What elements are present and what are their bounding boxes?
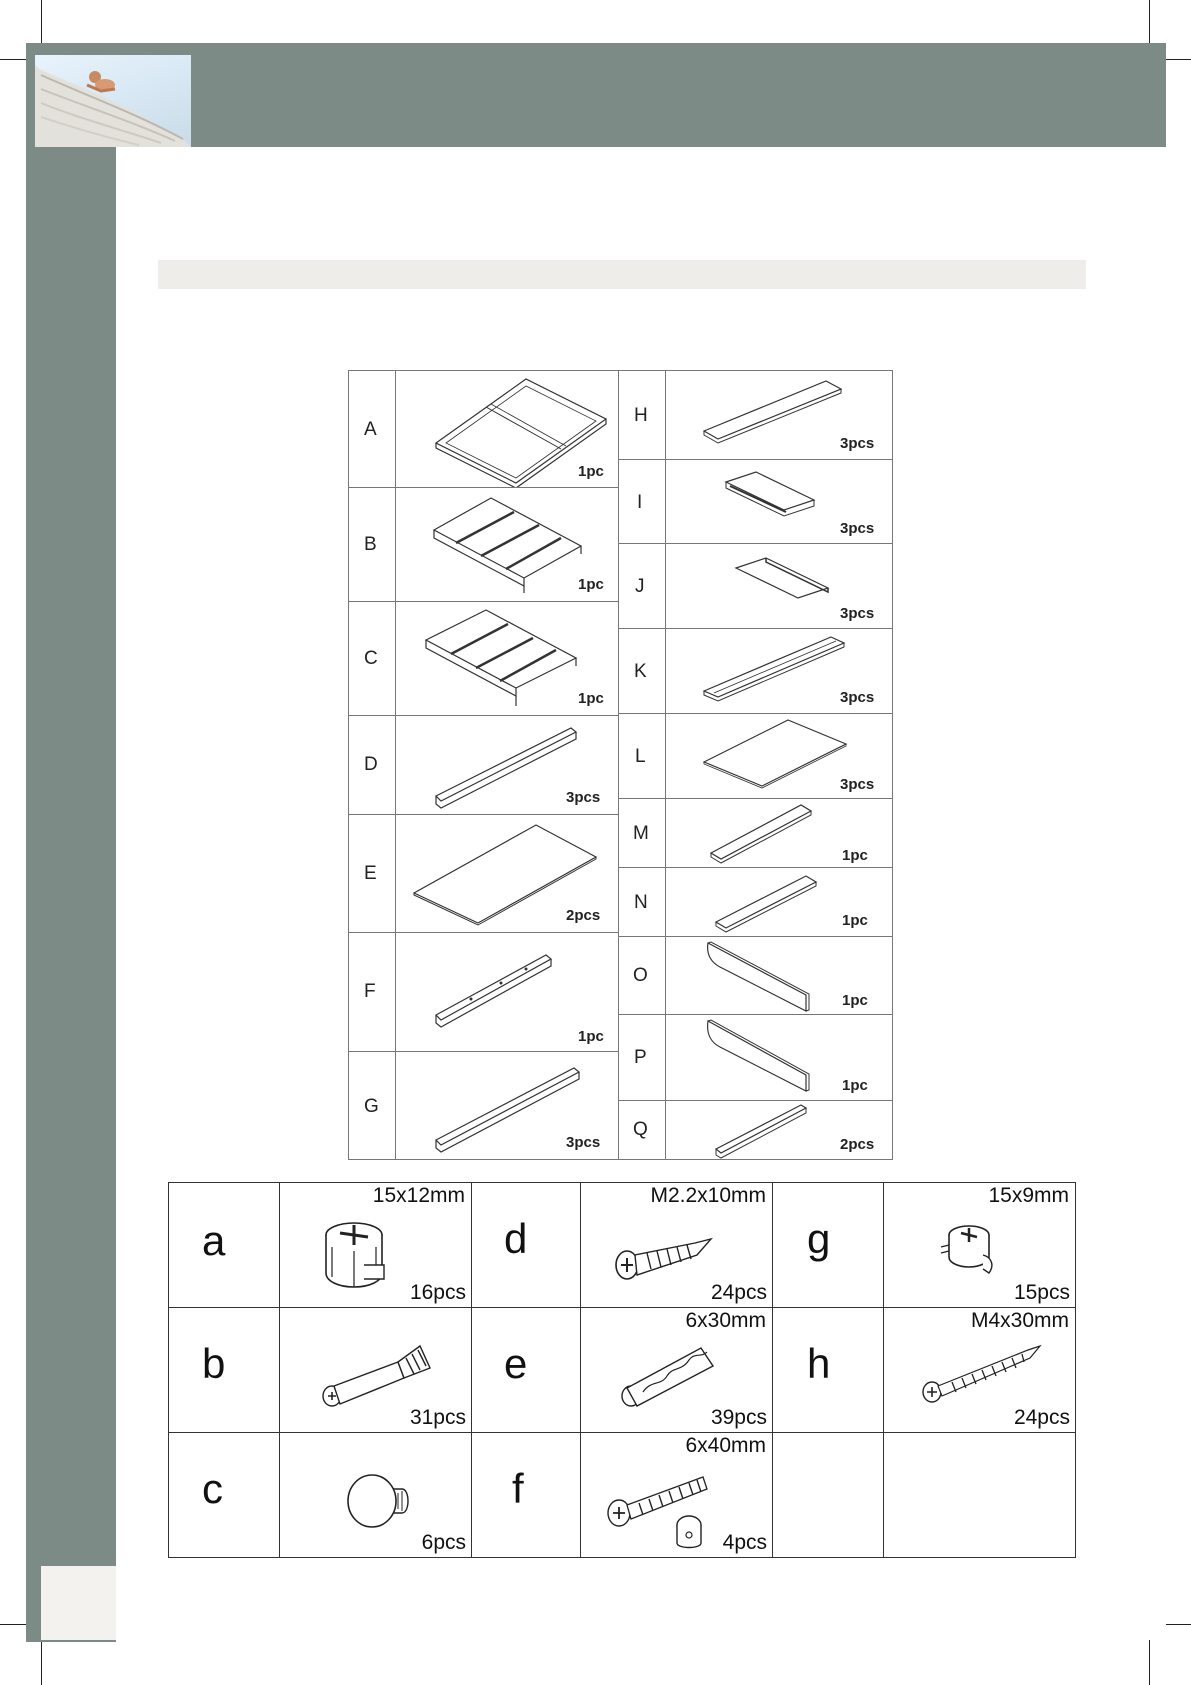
pan-head-screw-icon: [611, 1225, 721, 1285]
wood-screw-icon: [918, 1338, 1048, 1408]
part-image-cell: [395, 932, 619, 1052]
part-image-cell: [665, 543, 893, 629]
part-letter: J: [635, 576, 645, 597]
parts-column-left: [348, 370, 619, 1160]
logo-image: [35, 55, 191, 147]
hardware-size: 15x9mm: [988, 1184, 1069, 1207]
part-qty: 3pcs: [840, 776, 875, 793]
part-image-cell: [665, 628, 893, 714]
part-letter-cell: [348, 814, 396, 933]
hardware-qty: 39pcs: [710, 1406, 767, 1429]
hardware-letter-cell: [168, 1432, 280, 1558]
hardware-letter: c: [202, 1465, 223, 1512]
part-qty: 1pc: [578, 690, 604, 707]
crop-mark: [41, 1640, 42, 1685]
crop-mark: [1166, 1624, 1191, 1625]
part-qty: 2pcs: [566, 907, 601, 924]
part-image-cell: [395, 601, 619, 716]
part-qty: 1pc: [578, 1028, 604, 1045]
hardware-qty: 24pcs: [1013, 1406, 1070, 1429]
part-letter: A: [364, 419, 377, 440]
hardware-qty: 31pcs: [409, 1406, 466, 1429]
part-letter-cell: [618, 936, 666, 1015]
hardware-table: [168, 1182, 1076, 1558]
hardware-letter: e: [504, 1340, 528, 1387]
hardware-letter-cell: [471, 1432, 581, 1558]
wooden-dowel-icon: [617, 1340, 727, 1410]
hardware-letter-cell: [471, 1307, 581, 1433]
part-letter: P: [634, 1047, 647, 1068]
part-image-cell: [665, 1014, 893, 1101]
parts-column-right: [618, 370, 893, 1160]
hardware-image-cell: [883, 1432, 1076, 1558]
hardware-size: M4x30mm: [970, 1309, 1069, 1332]
part-image-cell: [665, 798, 893, 868]
hardware-letter-cell: [168, 1307, 280, 1433]
hardware-qty: 6pcs: [421, 1531, 466, 1554]
part-image-cell: [395, 715, 619, 815]
page-number-box: [41, 1566, 116, 1640]
hardware-image-cell: [580, 1182, 773, 1308]
hardware-image-cell: [279, 1182, 472, 1308]
part-qty: 1pc: [578, 576, 604, 593]
part-letter: M: [633, 823, 649, 844]
title-bar: [158, 260, 1086, 289]
hardware-qty: 4pcs: [722, 1531, 767, 1554]
part-letter-cell: [618, 1100, 666, 1160]
part-image-cell: [665, 867, 893, 937]
hardware-letter-cell: [772, 1432, 884, 1558]
hardware-qty: 15pcs: [1013, 1281, 1070, 1304]
part-qty: 3pcs: [566, 1134, 601, 1151]
hardware-image-cell: [883, 1182, 1076, 1308]
part-letter: I: [637, 492, 643, 513]
part-qty: 1pc: [842, 992, 868, 1009]
part-qty: 3pcs: [566, 789, 601, 806]
hardware-image-cell: [883, 1307, 1076, 1433]
part-image-cell: [665, 936, 893, 1015]
part-qty: 1pc: [842, 1077, 868, 1094]
part-qty: 1pc: [842, 912, 868, 929]
hardware-image-cell: [580, 1307, 773, 1433]
part-letter-cell: [618, 459, 666, 544]
part-image-cell: [665, 459, 893, 544]
part-letter-cell: [348, 487, 396, 602]
part-letter-cell: [618, 867, 666, 937]
part-letter: F: [364, 981, 376, 1002]
part-image-cell: [395, 487, 619, 602]
small-cam-lock-icon: [939, 1221, 1003, 1277]
part-letter: L: [635, 746, 646, 767]
part-letter-cell: [618, 713, 666, 799]
part-qty: 1pc: [578, 463, 604, 480]
hardware-letter: h: [807, 1340, 831, 1387]
part-letter-cell: [348, 1051, 396, 1160]
hardware-image-cell: [279, 1307, 472, 1433]
part-letter: Q: [633, 1119, 648, 1140]
part-qty: 1pc: [842, 847, 868, 864]
part-letter: O: [633, 965, 648, 986]
part-letter: B: [364, 534, 377, 555]
part-qty: 3pcs: [840, 520, 875, 537]
part-image-cell: [395, 814, 619, 933]
part-letter-cell: [348, 601, 396, 716]
crop-mark: [0, 1624, 27, 1625]
hardware-qty: 24pcs: [710, 1281, 767, 1304]
part-letter-cell: [348, 715, 396, 815]
hardware-size: 6x30mm: [685, 1309, 766, 1332]
parts-table: [348, 370, 893, 1160]
part-qty: 3pcs: [840, 435, 875, 452]
hardware-image-cell: [580, 1432, 773, 1558]
part-letter: E: [364, 863, 377, 884]
part-qty: 2pcs: [840, 1136, 875, 1153]
part-letter: N: [634, 892, 648, 913]
part-letter-cell: [348, 932, 396, 1052]
part-qty: 3pcs: [840, 689, 875, 706]
hardware-letter-cell: [772, 1307, 884, 1433]
part-letter-cell: [348, 370, 396, 488]
hardware-size: 6x40mm: [685, 1434, 766, 1457]
part-letter: G: [364, 1096, 379, 1117]
crop-mark: [0, 59, 27, 60]
part-image-cell: [395, 1051, 619, 1160]
left-band: [26, 147, 116, 1642]
hardware-letter-cell: [168, 1182, 280, 1308]
bolt-and-barrel-nut-icon: [603, 1463, 733, 1553]
part-qty: 3pcs: [840, 605, 875, 622]
hardware-letter-cell: [471, 1182, 581, 1308]
part-letter: D: [364, 754, 378, 775]
part-letter-cell: [618, 628, 666, 714]
hardware-qty: 16pcs: [409, 1281, 466, 1304]
knob-icon: [346, 1471, 416, 1531]
hardware-image-cell: [279, 1432, 472, 1558]
part-letter-cell: [618, 543, 666, 629]
hardware-letter: d: [504, 1215, 528, 1262]
hardware-letter: a: [202, 1217, 226, 1264]
hardware-letter: g: [807, 1215, 831, 1262]
crop-mark: [1149, 1640, 1150, 1685]
cam-bolt-icon: [320, 1332, 450, 1412]
part-letter-cell: [618, 370, 666, 460]
part-letter-cell: [618, 1014, 666, 1101]
part-letter: C: [364, 648, 378, 669]
hardware-letter: f: [512, 1465, 524, 1512]
part-image-cell: [395, 370, 619, 488]
hardware-letter: b: [202, 1340, 226, 1387]
hardware-size: 15x12mm: [372, 1184, 465, 1207]
header-band: [26, 43, 1166, 147]
part-image-cell: [665, 713, 893, 799]
part-letter: K: [634, 661, 647, 682]
part-image-cell: [665, 370, 893, 460]
cam-lock-icon: [318, 1215, 398, 1295]
hardware-size: M2.2x10mm: [650, 1184, 766, 1207]
hardware-letter-cell: [772, 1182, 884, 1308]
part-letter: H: [634, 405, 648, 426]
crop-mark: [1166, 59, 1191, 60]
part-image-cell: [665, 1100, 893, 1160]
part-letter-cell: [618, 798, 666, 868]
